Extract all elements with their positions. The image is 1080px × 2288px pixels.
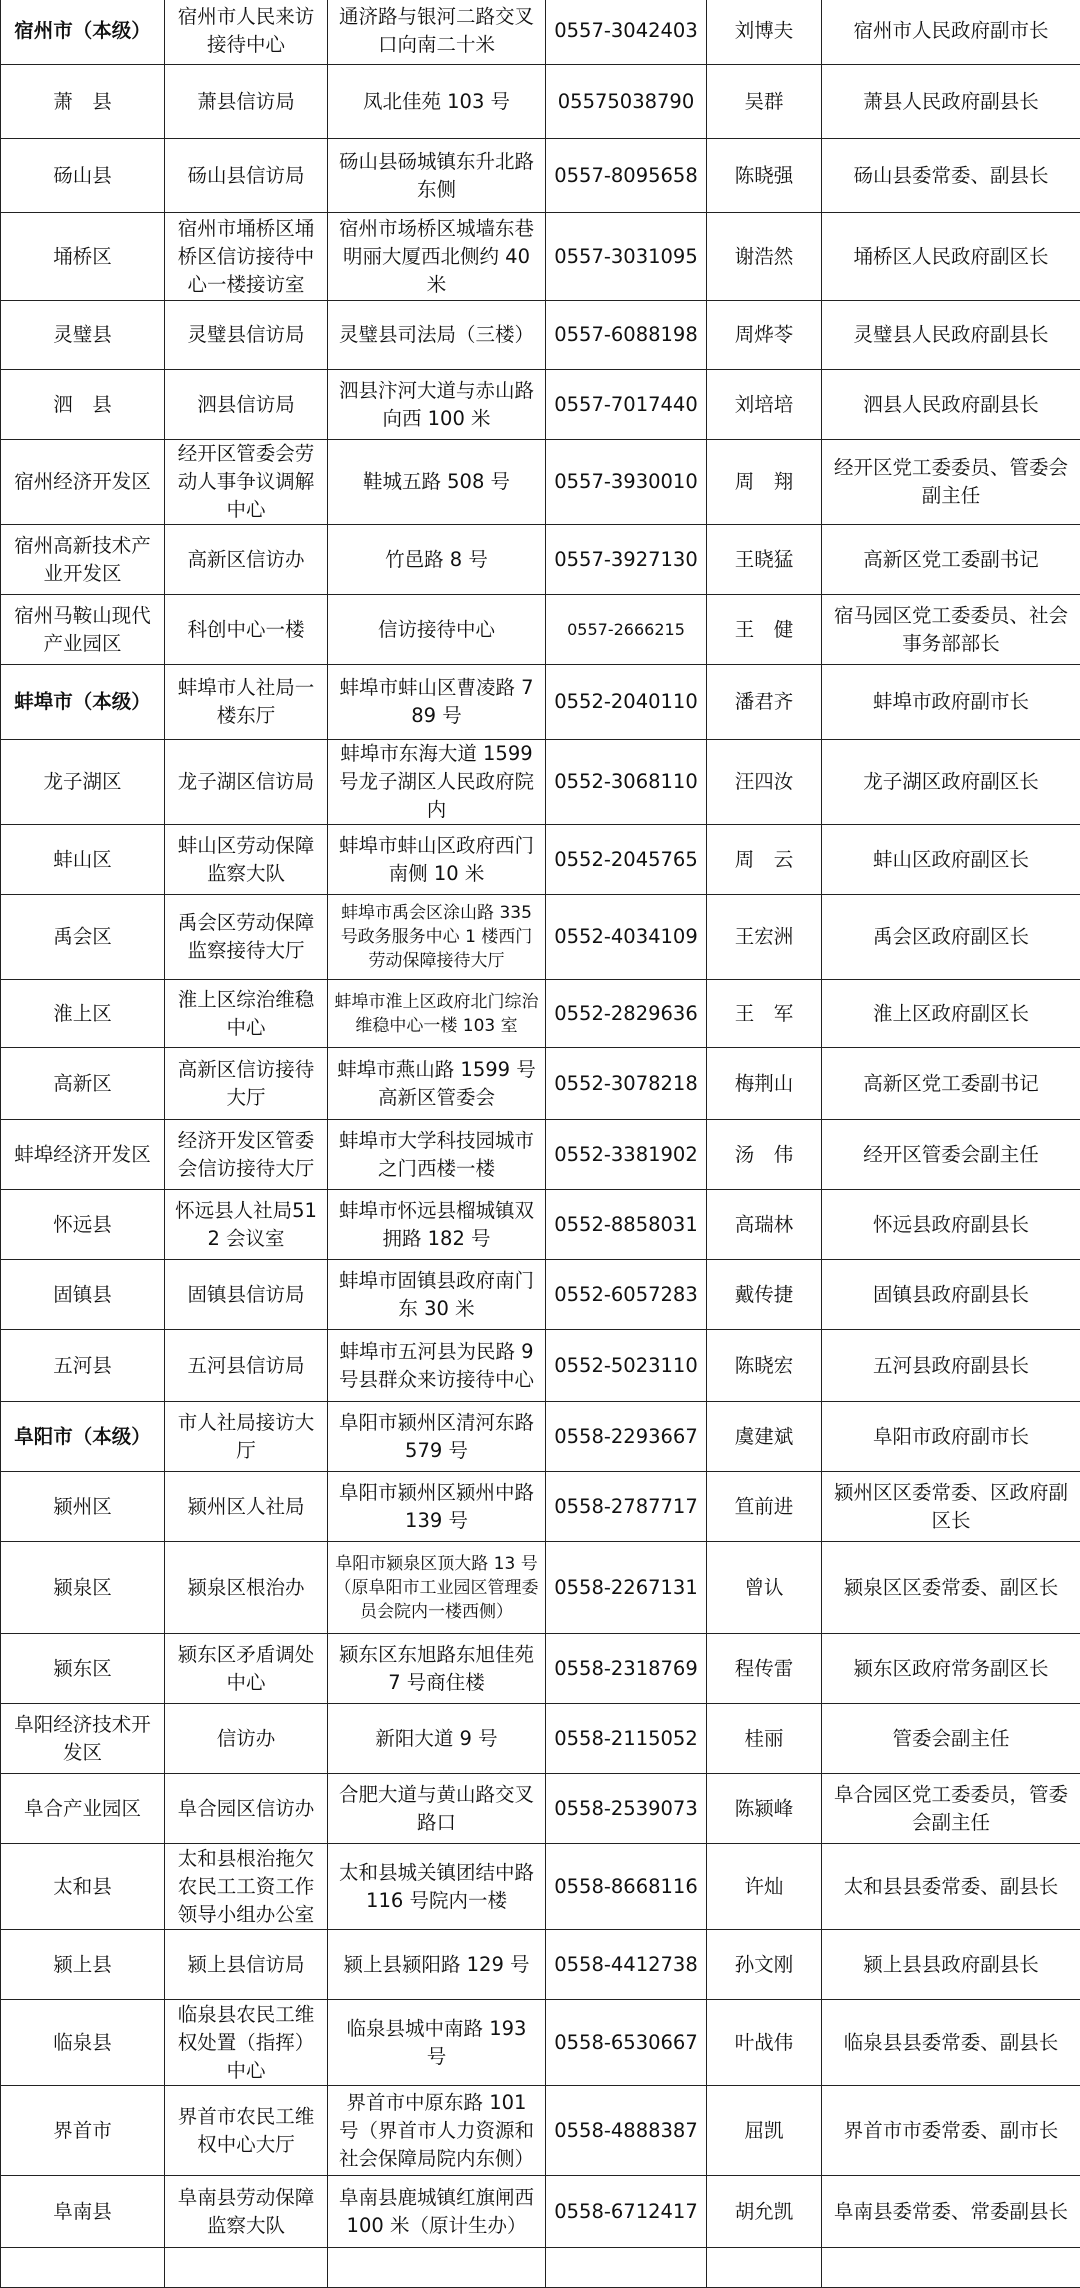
region-cell: 颍东区	[1, 1634, 165, 1704]
address-cell: 蚌埠市固镇县政府南门东 30 米	[328, 1260, 546, 1330]
phone-cell	[546, 2248, 707, 2288]
region-cell: 界首市	[1, 2086, 165, 2176]
phone-cell: 0552-4034109	[546, 895, 707, 980]
phone-cell: 0558-6712417	[546, 2176, 707, 2248]
department-cell: 宿州市人民来访接待中心	[165, 0, 328, 65]
table-row	[1, 1542, 1080, 1634]
contact-name-cell: 王晓猛	[707, 525, 822, 595]
position-cell: 颍泉区区委常委、副区长	[822, 1542, 1080, 1634]
contact-name-cell: 汪四汝	[707, 740, 822, 825]
address-cell: 通济路与银河二路交叉口向南二十米	[328, 0, 546, 65]
table-row	[1, 1704, 1080, 1774]
position-cell: 泗县人民政府副县长	[822, 370, 1080, 440]
contact-name-cell: 高瑞林	[707, 1190, 822, 1260]
position-cell: 蚌山区政府副区长	[822, 825, 1080, 895]
position-cell: 阜南县委常委、常委副县长	[822, 2176, 1080, 2248]
phone-cell: 0552-8858031	[546, 1190, 707, 1260]
phone-cell: 0557-3927130	[546, 525, 707, 595]
region-cell: 宿州市（本级）	[1, 0, 165, 65]
address-cell: 蚌埠市东海大道 1599 号龙子湖区人民政府院内	[328, 740, 546, 825]
position-cell: 五河县政府副县长	[822, 1330, 1080, 1402]
region-cell: 阜阳市（本级）	[1, 1402, 165, 1472]
address-cell: 太和县城关镇团结中路 116 号院内一楼	[328, 1844, 546, 1930]
region-cell: 禹会区	[1, 895, 165, 980]
department-cell: 颍东区矛盾调处中心	[165, 1634, 328, 1704]
contact-name-cell: 王 健	[707, 595, 822, 665]
contact-name-cell: 刘博夫	[707, 0, 822, 65]
address-cell: 界首市中原东路 101 号（界首市人力资源和社会保障局院内东侧）	[328, 2086, 546, 2176]
position-cell: 怀远县政府副县长	[822, 1190, 1080, 1260]
table-row	[1, 301, 1080, 370]
phone-cell: 0557-7017440	[546, 370, 707, 440]
contact-name-cell: 曾认	[707, 1542, 822, 1634]
contact-name-cell: 周烨苓	[707, 301, 822, 370]
region-cell: 阜阳经济技术开发区	[1, 1704, 165, 1774]
department-cell: 固镇县信访局	[165, 1260, 328, 1330]
phone-cell: 0558-2267131	[546, 1542, 707, 1634]
address-cell: 阜阳市颍州区清河东路 579 号	[328, 1402, 546, 1472]
address-cell: 信访接待中心	[328, 595, 546, 665]
table-row	[1, 1634, 1080, 1704]
phone-cell: 0552-5023110	[546, 1330, 707, 1402]
table-row	[1, 895, 1080, 980]
department-cell: 阜南县劳动保障监察大队	[165, 2176, 328, 2248]
contact-name-cell: 陈晓宏	[707, 1330, 822, 1402]
region-cell: 颍泉区	[1, 1542, 165, 1634]
address-cell: 砀山县砀城镇东升北路东侧	[328, 139, 546, 213]
address-cell: 宿州市场桥区城墙东巷明丽大厦西北侧约 40 米	[328, 213, 546, 301]
position-cell: 龙子湖区政府副区长	[822, 740, 1080, 825]
address-cell: 蚌埠市淮上区政府北门综治维稳中心一楼 103 室	[328, 980, 546, 1048]
position-cell: 经开区党工委委员、管委会副主任	[822, 440, 1080, 525]
position-cell: 宿州市人民政府副市长	[822, 0, 1080, 65]
contact-name-cell: 孙文刚	[707, 1930, 822, 2000]
address-cell: 新阳大道 9 号	[328, 1704, 546, 1774]
region-cell: 临泉县	[1, 2000, 165, 2086]
contact-name-cell: 桂丽	[707, 1704, 822, 1774]
department-cell: 禹会区劳动保障监察接待大厅	[165, 895, 328, 980]
position-cell: 萧县人民政府副县长	[822, 65, 1080, 139]
table-row	[1, 2176, 1080, 2248]
table-row	[1, 1844, 1080, 1930]
phone-cell: 0558-4412738	[546, 1930, 707, 2000]
phone-cell: 0557-2666215	[546, 595, 707, 665]
address-cell: 阜阳市颍州区颍州中路 139 号	[328, 1472, 546, 1542]
department-cell: 颍泉区根治办	[165, 1542, 328, 1634]
contact-name-cell: 胡允凯	[707, 2176, 822, 2248]
address-cell: 颍上县颍阳路 129 号	[328, 1930, 546, 2000]
region-cell: 砀山县	[1, 139, 165, 213]
position-cell: 埇桥区人民政府副区长	[822, 213, 1080, 301]
position-cell: 临泉县县委常委、副县长	[822, 2000, 1080, 2086]
region-cell: 灵璧县	[1, 301, 165, 370]
position-cell: 砀山县委常委、副县长	[822, 139, 1080, 213]
table-row	[1, 1120, 1080, 1190]
contact-name-cell: 陈晓强	[707, 139, 822, 213]
department-cell: 泗县信访局	[165, 370, 328, 440]
phone-cell: 0558-2115052	[546, 1704, 707, 1774]
region-cell: 宿州经济开发区	[1, 440, 165, 525]
department-cell: 龙子湖区信访局	[165, 740, 328, 825]
region-cell: 怀远县	[1, 1190, 165, 1260]
contact-name-cell: 叶战伟	[707, 2000, 822, 2086]
address-cell: 鞋城五路 508 号	[328, 440, 546, 525]
contact-name-cell: 程传雷	[707, 1634, 822, 1704]
position-cell: 宿马园区党工委委员、社会事务部部长	[822, 595, 1080, 665]
contact-name-cell: 刘培培	[707, 370, 822, 440]
contact-name-cell: 屈凯	[707, 2086, 822, 2176]
table-row	[1, 1330, 1080, 1402]
address-cell: 临泉县城中南路 193 号	[328, 2000, 546, 2086]
position-cell: 管委会副主任	[822, 1704, 1080, 1774]
phone-cell: 0558-2787717	[546, 1472, 707, 1542]
position-cell: 颍州区区委常委、区政府副区长	[822, 1472, 1080, 1542]
region-cell: 蚌埠经济开发区	[1, 1120, 165, 1190]
contact-name-cell: 谢浩然	[707, 213, 822, 301]
phone-cell: 0558-2293667	[546, 1402, 707, 1472]
table-row	[1, 1930, 1080, 2000]
table-row	[1, 139, 1080, 213]
region-cell: 颍上县	[1, 1930, 165, 2000]
position-cell: 太和县县委常委、副县长	[822, 1844, 1080, 1930]
contact-name-cell: 汤 伟	[707, 1120, 822, 1190]
region-cell: 蚌山区	[1, 825, 165, 895]
address-cell: 灵璧县司法局（三楼）	[328, 301, 546, 370]
region-cell: 太和县	[1, 1844, 165, 1930]
department-cell: 高新区信访接待大厅	[165, 1048, 328, 1120]
region-cell: 阜合产业园区	[1, 1774, 165, 1844]
region-cell: 埇桥区	[1, 213, 165, 301]
table-row	[1, 1472, 1080, 1542]
position-cell: 蚌埠市政府副市长	[822, 665, 1080, 740]
table-row	[1, 980, 1080, 1048]
department-cell: 阜合园区信访办	[165, 1774, 328, 1844]
address-cell: 阜南县鹿城镇红旗闸西 100 米（原计生办）	[328, 2176, 546, 2248]
department-cell: 五河县信访局	[165, 1330, 328, 1402]
department-cell: 高新区信访办	[165, 525, 328, 595]
contact-name-cell: 王 军	[707, 980, 822, 1048]
address-cell: 蚌埠市禹会区涂山路 335 号政务服务中心 1 楼西门劳动保障接待大厅	[328, 895, 546, 980]
table-row	[1, 825, 1080, 895]
phone-cell: 0557-3930010	[546, 440, 707, 525]
table-row	[1, 525, 1080, 595]
region-cell: 宿州高新技术产业开发区	[1, 525, 165, 595]
region-cell: 固镇县	[1, 1260, 165, 1330]
position-cell: 阜合园区党工委委员，管委会副主任	[822, 1774, 1080, 1844]
region-cell: 阜南县	[1, 2176, 165, 2248]
table-row	[1, 213, 1080, 301]
phone-cell: 0558-2539073	[546, 1774, 707, 1844]
address-cell: 蚌埠市蚌山区曹凌路 789 号	[328, 665, 546, 740]
table-row	[1, 1190, 1080, 1260]
address-cell: 泗县汴河大道与赤山路向西 100 米	[328, 370, 546, 440]
department-cell	[165, 2248, 328, 2288]
phone-cell: 0552-6057283	[546, 1260, 707, 1330]
contact-name-cell: 潘君齐	[707, 665, 822, 740]
phone-cell: 0558-8668116	[546, 1844, 707, 1930]
department-cell: 信访办	[165, 1704, 328, 1774]
address-cell: 蚌埠市怀远县榴城镇双拥路 182 号	[328, 1190, 546, 1260]
region-cell: 龙子湖区	[1, 740, 165, 825]
region-cell: 五河县	[1, 1330, 165, 1402]
table-row	[1, 370, 1080, 440]
department-cell: 萧县信访局	[165, 65, 328, 139]
phone-cell: 0558-2318769	[546, 1634, 707, 1704]
region-cell: 高新区	[1, 1048, 165, 1120]
department-cell: 砀山县信访局	[165, 139, 328, 213]
department-cell: 怀远县人社局512 会议室	[165, 1190, 328, 1260]
region-cell: 泗 县	[1, 370, 165, 440]
position-cell: 阜阳市政府副市长	[822, 1402, 1080, 1472]
table-row	[1, 65, 1080, 139]
table-row	[1, 740, 1080, 825]
department-cell: 颍上县信访局	[165, 1930, 328, 2000]
contact-name-cell: 许灿	[707, 1844, 822, 1930]
position-cell: 界首市市委常委、副市长	[822, 2086, 1080, 2176]
position-cell: 高新区党工委副书记	[822, 525, 1080, 595]
contact-name-cell: 虞建斌	[707, 1402, 822, 1472]
address-cell	[328, 2248, 546, 2288]
address-cell: 蚌埠市蚌山区政府西门南侧 10 米	[328, 825, 546, 895]
address-cell: 凤北佳苑 103 号	[328, 65, 546, 139]
department-cell: 科创中心一楼	[165, 595, 328, 665]
address-cell: 蚌埠市大学科技园城市之门西楼一楼	[328, 1120, 546, 1190]
department-cell: 经开区管委会劳动人事争议调解中心	[165, 440, 328, 525]
phone-cell: 0552-3068110	[546, 740, 707, 825]
region-cell	[1, 2248, 165, 2288]
region-cell: 蚌埠市（本级）	[1, 665, 165, 740]
position-cell: 颍东区政府常务副区长	[822, 1634, 1080, 1704]
table-row	[1, 1774, 1080, 1844]
department-cell: 宿州市埇桥区埇桥区信访接待中心一楼接访室	[165, 213, 328, 301]
contact-name-cell: 周 翔	[707, 440, 822, 525]
position-cell: 灵璧县人民政府副县长	[822, 301, 1080, 370]
address-cell: 颍东区东旭路东旭佳苑 7 号商住楼	[328, 1634, 546, 1704]
contact-name-cell: 王宏洲	[707, 895, 822, 980]
department-cell: 界首市农民工维权中心大厅	[165, 2086, 328, 2176]
department-cell: 太和县根治拖欠农民工工资工作领导小组办公室	[165, 1844, 328, 1930]
position-cell: 固镇县政府副县长	[822, 1260, 1080, 1330]
department-cell: 灵璧县信访局	[165, 301, 328, 370]
table-row	[1, 2000, 1080, 2086]
address-cell: 蚌埠市五河县为民路 9 号县群众来访接待中心	[328, 1330, 546, 1402]
address-cell: 合肥大道与黄山路交叉路口	[328, 1774, 546, 1844]
table-row	[1, 2086, 1080, 2176]
phone-cell: 0552-2829636	[546, 980, 707, 1048]
contact-name-cell: 笪前进	[707, 1472, 822, 1542]
phone-cell: 0557-8095658	[546, 139, 707, 213]
contact-name-cell: 梅荆山	[707, 1048, 822, 1120]
department-cell: 淮上区综治维稳中心	[165, 980, 328, 1048]
table-row	[1, 665, 1080, 740]
table-body	[1, 0, 1080, 2288]
table-row	[1, 440, 1080, 525]
contact-name-cell: 陈颍峰	[707, 1774, 822, 1844]
phone-cell: 05575038790	[546, 65, 707, 139]
phone-cell: 0557-3031095	[546, 213, 707, 301]
department-cell: 市人社局接访大厅	[165, 1402, 328, 1472]
table-row	[1, 1260, 1080, 1330]
phone-cell: 0558-4888387	[546, 2086, 707, 2176]
contact-name-cell: 戴传捷	[707, 1260, 822, 1330]
position-cell: 经开区管委会副主任	[822, 1120, 1080, 1190]
department-cell: 临泉县农民工维权处置（指挥）中心	[165, 2000, 328, 2086]
address-cell: 竹邑路 8 号	[328, 525, 546, 595]
phone-cell: 0558-6530667	[546, 2000, 707, 2086]
phone-cell: 0557-6088198	[546, 301, 707, 370]
position-cell: 禹会区政府副区长	[822, 895, 1080, 980]
table-row	[1, 2248, 1080, 2288]
table-row	[1, 595, 1080, 665]
phone-cell: 0552-3078218	[546, 1048, 707, 1120]
position-cell	[822, 2248, 1080, 2288]
phone-cell: 0557-3042403	[546, 0, 707, 65]
region-cell: 淮上区	[1, 980, 165, 1048]
address-cell: 阜阳市颍泉区顶大路 13 号（原阜阳市工业园区管理委员会院内一楼西侧）	[328, 1542, 546, 1634]
position-cell: 颍上县县政府副县长	[822, 1930, 1080, 2000]
region-cell: 颍州区	[1, 1472, 165, 1542]
phone-cell: 0552-2040110	[546, 665, 707, 740]
contact-name-cell	[707, 2248, 822, 2288]
position-cell: 淮上区政府副区长	[822, 980, 1080, 1048]
table-row	[1, 1048, 1080, 1120]
table-row	[1, 1402, 1080, 1472]
phone-cell: 0552-2045765	[546, 825, 707, 895]
department-cell: 蚌山区劳动保障监察大队	[165, 825, 328, 895]
contact-name-cell: 周 云	[707, 825, 822, 895]
phone-cell: 0552-3381902	[546, 1120, 707, 1190]
department-cell: 蚌埠市人社局一楼东厅	[165, 665, 328, 740]
region-cell: 宿州马鞍山现代产业园区	[1, 595, 165, 665]
address-cell: 蚌埠市燕山路 1599 号高新区管委会	[328, 1048, 546, 1120]
position-cell: 高新区党工委副书记	[822, 1048, 1080, 1120]
department-cell: 经济开发区管委会信访接待大厅	[165, 1120, 328, 1190]
region-cell: 萧 县	[1, 65, 165, 139]
contact-name-cell: 吴群	[707, 65, 822, 139]
department-cell: 颍州区人社局	[165, 1472, 328, 1542]
table-row	[1, 0, 1080, 65]
